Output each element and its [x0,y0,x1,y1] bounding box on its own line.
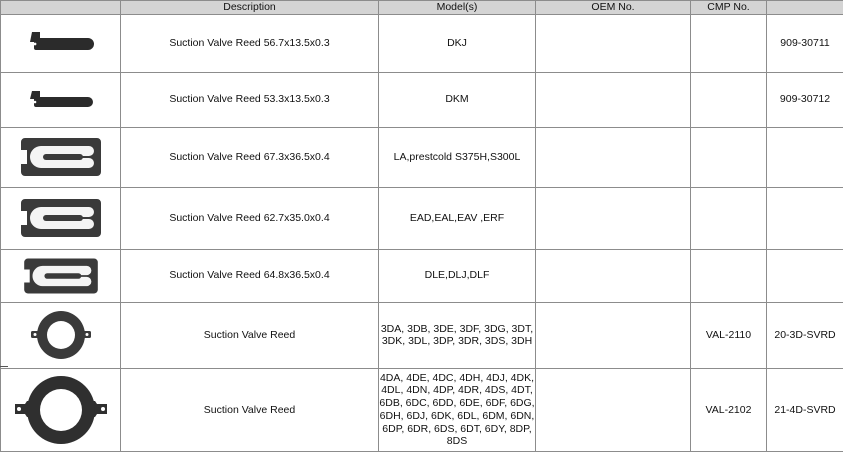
part-number-cell: 909-30712 [767,72,843,127]
description-cell: Suction Valve Reed 67.3x36.5x0.4 [121,127,379,187]
description-cell: Suction Valve Reed 53.3x13.5x0.3 [121,72,379,127]
part-number-cell: 909-30711 [767,14,843,72]
models-cell: 4DA, 4DE, 4DC, 4DH, 4DJ, 4DK, 4DL, 4DN, 4DP, 4DR, 4DS, 4DT, 6DB, 6DC, 6DD, 6DE, 6DF, 6DG, 6DH, 6DJ, 6DK, 6DL, 6DM, 6DN, 6DP, 6DR, 6DS, 6DT, 6DY, 8DP, 8DS [379,368,536,451]
header-image [1,1,121,15]
product-image-cell [1,368,121,451]
oem-cell [536,368,691,451]
description-cell: Suction Valve Reed [121,302,379,368]
double-finger-reed-icon [19,253,103,299]
oem-cell [536,249,691,302]
single-tab-reed-icon [26,85,96,115]
models-cell: DKJ [379,14,536,72]
row-divider-mark [0,366,8,367]
oem-cell [536,187,691,249]
table-row [1,72,843,127]
cmp-cell [691,249,767,302]
models-cell: LA,prestcold S375H,S300L [379,127,536,187]
part-number-cell: 20-3D-SVRD [767,302,843,368]
header-part [767,1,843,15]
double-finger-reed-icon [19,193,103,243]
double-finger-reed-icon [19,132,103,182]
header-oem: OEM No. [536,1,691,15]
header-cmp: CMP No. [691,1,767,15]
part-number-cell [767,249,843,302]
product-image-cell [1,302,121,368]
table-row [1,127,843,187]
oem-cell [536,72,691,127]
product-image-cell [1,14,121,72]
part-number-cell: 21-4D-SVRD [767,368,843,451]
cmp-cell [691,72,767,127]
cmp-cell: VAL-2110 [691,302,767,368]
ring-reed-small-icon [21,307,101,363]
description-cell: Suction Valve Reed [121,368,379,451]
table-row [1,14,843,72]
part-number-cell [767,127,843,187]
description-cell: Suction Valve Reed 56.7x13.5x0.3 [121,14,379,72]
table-row [1,187,843,249]
product-image-cell [1,72,121,127]
oem-cell [536,302,691,368]
models-cell: DLE,DLJ,DLF [379,249,536,302]
table-row [1,249,843,302]
models-cell: 3DA, 3DB, 3DE, 3DF, 3DG, 3DT, 3DK, 3DL, 3DP, 3DR, 3DS, 3DH [379,302,536,368]
oem-cell [536,14,691,72]
header-row [1,1,843,15]
ring-reed-large-icon [9,372,113,448]
part-number-cell [767,187,843,249]
table-row [1,302,843,368]
product-image-cell [1,187,121,249]
cmp-cell [691,187,767,249]
description-cell: Suction Valve Reed 62.7x35.0x0.4 [121,187,379,249]
models-cell: DKM [379,72,536,127]
cmp-cell: VAL-2102 [691,368,767,451]
header-description: Description [121,1,379,15]
cmp-cell [691,127,767,187]
oem-cell [536,127,691,187]
single-tab-reed-icon [26,28,96,58]
product-image-cell [1,249,121,302]
description-cell: Suction Valve Reed 64.8x36.5x0.4 [121,249,379,302]
table-row [1,368,843,451]
cmp-cell [691,14,767,72]
product-image-cell [1,127,121,187]
models-cell: EAD,EAL,EAV ,ERF [379,187,536,249]
header-models: Model(s) [379,1,536,15]
